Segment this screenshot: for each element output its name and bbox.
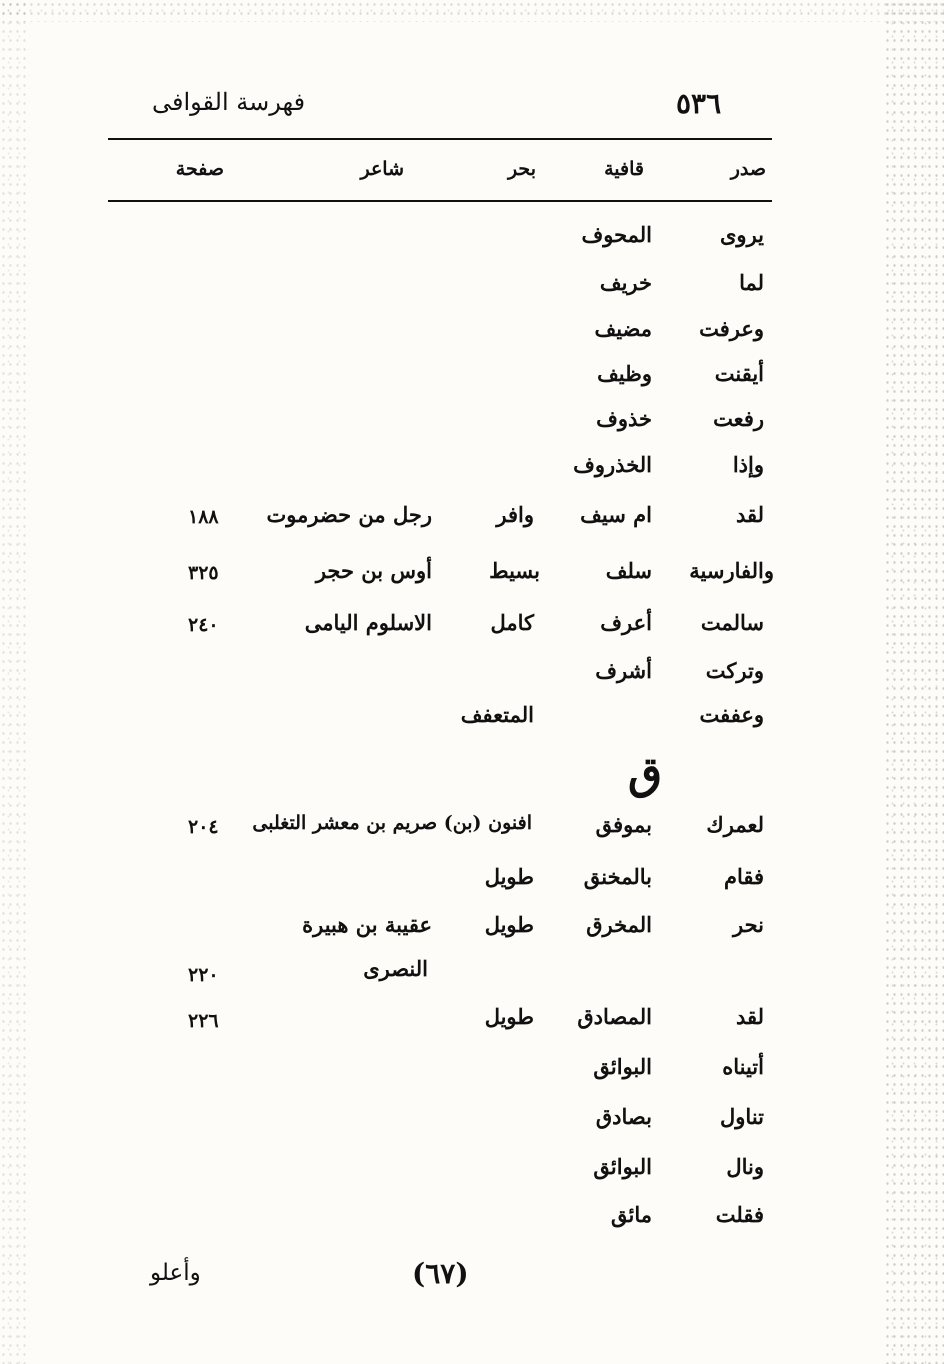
running-title: فهرسة القوافى	[152, 88, 306, 116]
cell-bahr: بسيط	[489, 558, 540, 583]
cell-shaer: رجل من حضرموت	[266, 502, 432, 527]
cell-bahr: وافر	[496, 502, 534, 527]
cell-sadr: وعففت	[699, 702, 764, 727]
cell-qafia: المحوف	[581, 222, 652, 247]
cell-qafia: أعرف	[600, 610, 652, 635]
cell-sadr: لقد	[735, 1004, 764, 1029]
cell-sadr: فقلت	[715, 1202, 764, 1227]
column-header-qafia: قافية	[604, 158, 644, 180]
cell-sadr: والفارسية	[689, 558, 774, 583]
cell-qafia: المصادق	[577, 1004, 652, 1029]
cell-qafia: الخذروف	[573, 452, 652, 477]
cell-sadr: وعرفت	[699, 316, 764, 341]
cell-safha: ٣٢٥	[188, 562, 219, 584]
cell-shaer: أوس بن حجر	[315, 558, 432, 583]
cell-qafia: المخرق	[586, 912, 652, 937]
cell-bahr: طويل	[484, 864, 534, 889]
page-edge-speckle-left	[0, 0, 30, 1364]
cell-qafia: أشرف	[595, 658, 652, 683]
cell-qafia: بالمخنق	[583, 864, 652, 889]
cell-sadr: ونال	[726, 1154, 764, 1179]
page-edge-speckle-top	[0, 0, 944, 22]
cell-sadr: فقام	[723, 864, 764, 889]
header-rule-top	[108, 138, 772, 140]
page-number: ٥٣٦	[676, 87, 722, 120]
cell-bahr: كامل	[490, 610, 534, 635]
column-header-safha: صفحة	[175, 158, 224, 180]
cell-qafia: مائق	[610, 1202, 652, 1227]
cell-sadr: أتيناه	[722, 1054, 764, 1079]
cell-sadr: وتركت	[705, 658, 764, 683]
cell-safha: ٢٤٠	[188, 614, 219, 636]
catchword: وأعلو	[150, 1260, 201, 1286]
section-letter-qaf: ق	[628, 748, 663, 799]
cell-sadr: يروى	[719, 222, 764, 247]
cell-bahr: طويل	[484, 1004, 534, 1029]
cell-sadr: نحر	[733, 912, 764, 937]
cell-bahr: طويل	[484, 912, 534, 937]
cell-sadr: لعمرك	[706, 812, 764, 837]
cell-safha: ٢٢٠	[188, 964, 219, 986]
cell-sadr: سالمت	[700, 610, 764, 635]
header-rule-bottom	[108, 200, 772, 202]
column-header-sadr: صدر	[730, 158, 766, 180]
cell-qafia: البوائق	[593, 1154, 652, 1179]
cell-qafia: ام سيف	[580, 502, 652, 527]
page-edge-speckle	[884, 0, 944, 1364]
cell-shaer: عقيبة بن هبيرة	[302, 912, 432, 937]
cell-sadr: لقد	[735, 502, 764, 527]
cell-sadr: لما	[739, 270, 764, 295]
column-header-shaer: شاعر	[360, 158, 404, 180]
cell-shaer: الاسلوم اليامى	[304, 610, 432, 635]
cell-qafia: سلف	[605, 558, 652, 583]
cell-sadr: رفعت	[713, 406, 764, 431]
cell-safha: ٢٢٦	[188, 1010, 219, 1032]
cell-bahr: المتعفف	[460, 702, 534, 727]
cell-sadr: تناول	[720, 1104, 764, 1129]
cell-qafia: بموفق	[595, 812, 652, 837]
cell-qafia: خذوف	[596, 406, 652, 431]
cell-qafia: وظيف	[597, 361, 652, 386]
cell-sadr: وإذا	[732, 452, 764, 477]
cell-sadr: أيقنت	[714, 361, 764, 386]
column-header-bahr: بحر	[507, 158, 536, 180]
sheet-number: (٦٧)	[412, 1257, 469, 1290]
cell-qafia: مضيف	[594, 316, 652, 341]
cell-safha: ٢٠٤	[188, 816, 219, 838]
cell-shaer: النصرى	[363, 956, 428, 981]
cell-safha: ١٨٨	[188, 506, 219, 528]
cell-shaer: افنون (بن) صريم بن معشر التغلبى	[252, 812, 532, 834]
cell-qafia: خريف	[599, 270, 652, 295]
cell-qafia: بصادق	[595, 1104, 652, 1129]
cell-qafia: البوائق	[593, 1054, 652, 1079]
